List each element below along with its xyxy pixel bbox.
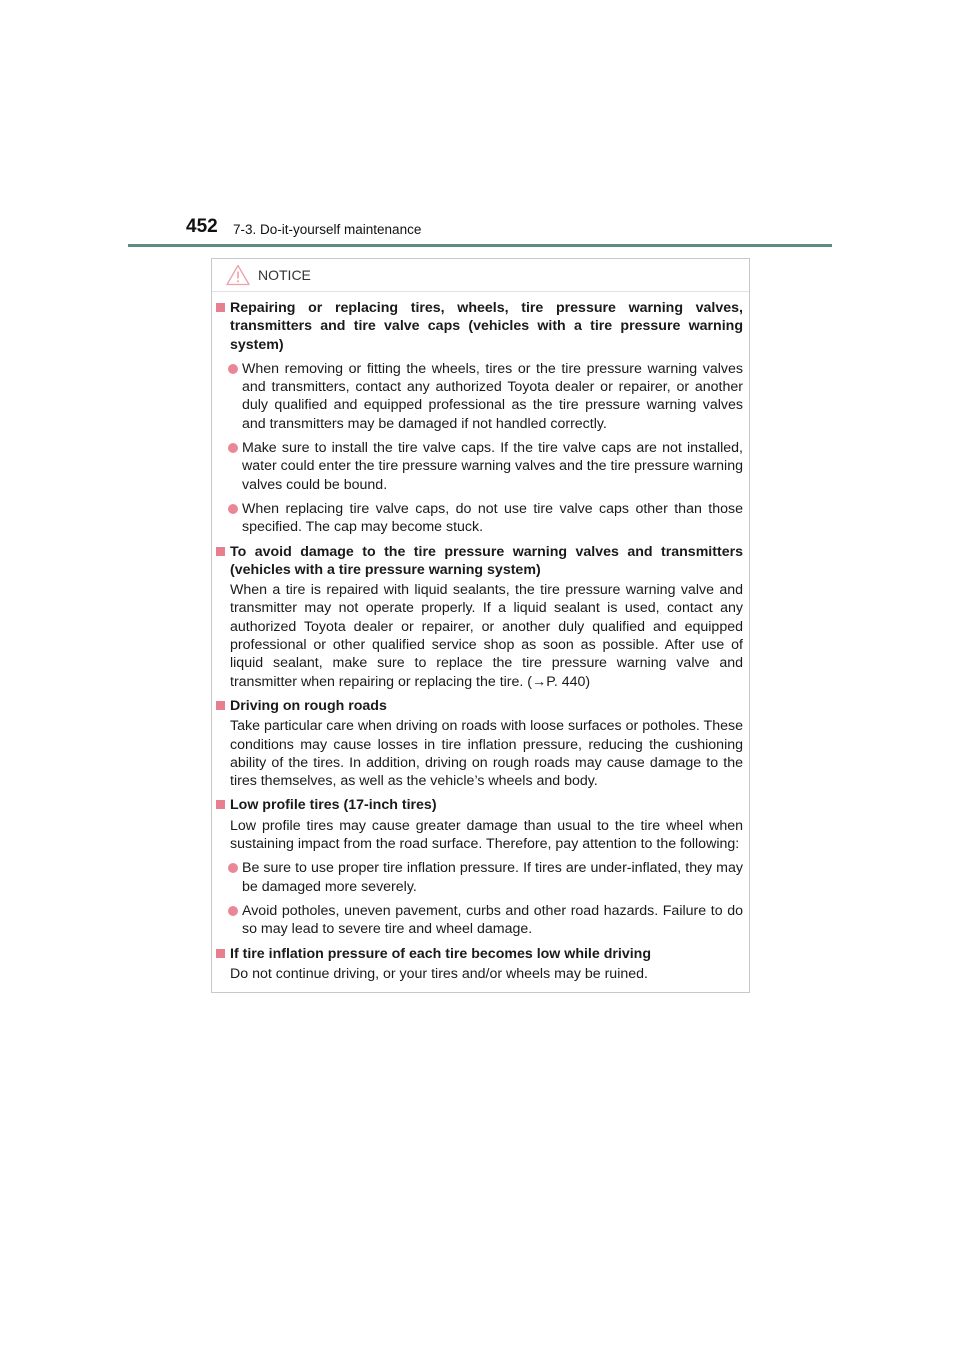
section-heading: Repairing or replacing tires, wheels, tire pressure warning valves, transmitters and tire valve caps (vehicles with a tire pressure warning system): [215, 299, 743, 354]
notice-label: NOTICE: [258, 267, 311, 283]
section-heading: To avoid damage to the tire pressure warning valves and transmitters (vehicles with a tire pressure warning system): [215, 543, 743, 580]
round-bullet-icon: [228, 863, 238, 873]
round-bullet-icon: [228, 906, 238, 916]
section-body: Take particular care when driving on roads with loose surfaces or potholes. These conditions may cause losses in tire inflation pressure, reducing the cushioning ability of the tires. In addition, driving on rough roads may cause damage to the tires themselves, as well as the vehicle’s wheels and body.: [230, 718, 743, 790]
header-rule: [128, 244, 832, 247]
notice-divider: [212, 291, 749, 292]
square-bullet-icon: [216, 303, 225, 312]
page-number: 452: [186, 216, 218, 237]
round-bullet-icon: [228, 443, 238, 453]
square-bullet-icon: [216, 701, 225, 710]
bullet-item: Make sure to install the tire valve caps. If the tire valve caps are not installed, water could enter the tire pressure warning valves and the tire pressure warning valves could be bound.: [215, 439, 743, 494]
notice-content: [215, 299, 743, 983]
bullet-item: Be sure to use proper tire inflation pressure. If tires are under-inflated, they may be damaged more severely.: [215, 859, 743, 896]
notice-header: [226, 263, 311, 287]
notice-box: [211, 258, 750, 993]
square-bullet-icon: [216, 949, 225, 958]
section-heading: If tire inflation pressure of each tire becomes low while driving: [215, 945, 743, 963]
square-bullet-icon: [216, 547, 225, 556]
round-bullet-icon: [228, 504, 238, 514]
warning-triangle-icon: [226, 264, 250, 286]
section-body: Low profile tires may cause greater damage than usual to the tire wheel when sustaining impact from the road surface. Therefore, pay attention to the following:: [230, 817, 743, 853]
bullet-item: When removing or fitting the wheels, tires or the tire pressure warning valves and transmitters, contact any authorized Toyota dealer or repairer, or another duly qualified and equipped professional as the tire pressure warning valves and transmitters may be damaged if not handled correctly.: [215, 360, 743, 433]
section-heading: Driving on rough roads: [215, 697, 743, 715]
bullet-item: When replacing tire valve caps, do not use tire valve caps other than those specified. The cap may become stuck.: [215, 500, 743, 537]
round-bullet-icon: [228, 364, 238, 374]
section-body: When a tire is repaired with liquid sealants, the tire pressure warning valve and transmitter may not operate properly. If a liquid sealant is used, contact any authorized Toyota dealer or repairer, or another duly qualified and equipped professional or other qualified service shop as soon as possible. After use of liquid sealant, make sure to replace the tire pressure warning valve and transmitter when repairing or replacing the tire. (→P. 440): [230, 582, 743, 690]
section-body: Do not continue driving, or your tires and/or wheels may be ruined.: [230, 965, 648, 982]
bullet-item: Avoid potholes, uneven pavement, curbs and other road hazards. Failure to do so may lead to severe tire and wheel damage.: [215, 902, 743, 939]
section-heading: Low profile tires (17-inch tires): [215, 796, 743, 814]
square-bullet-icon: [216, 800, 225, 809]
section-title: 7-3. Do-it-yourself maintenance: [233, 222, 422, 237]
